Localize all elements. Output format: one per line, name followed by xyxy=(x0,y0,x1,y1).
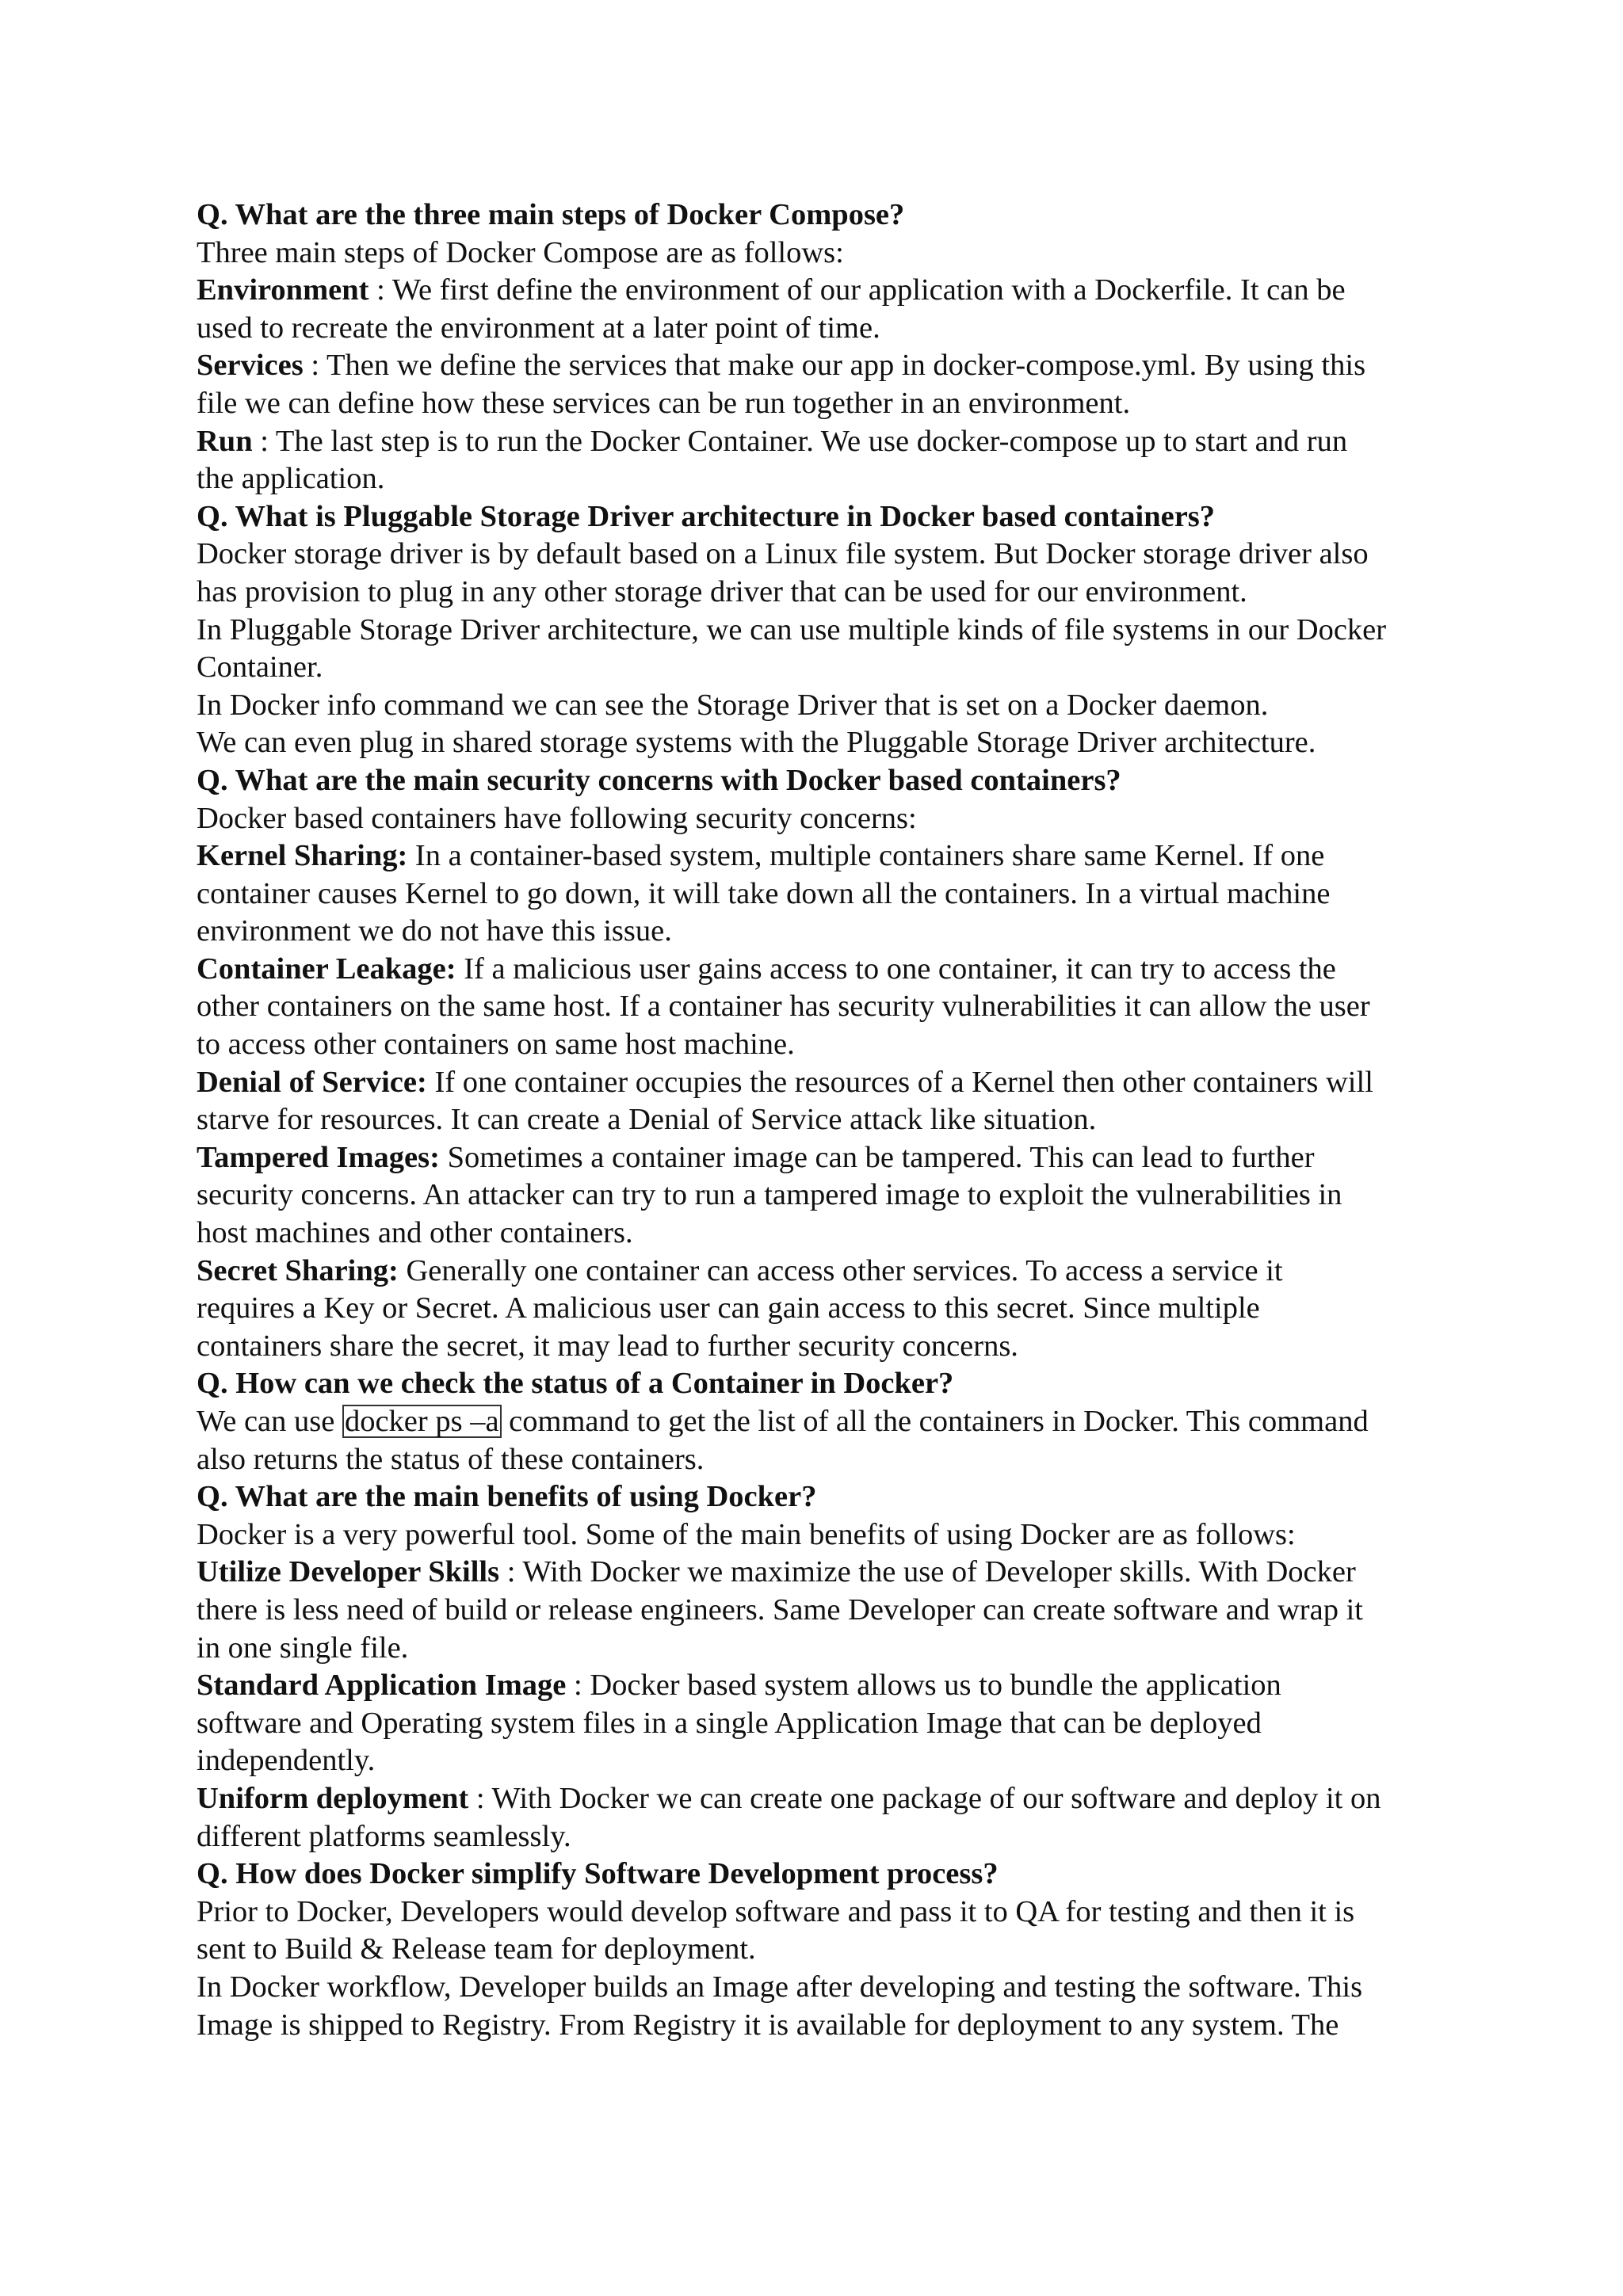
item-first-line xyxy=(197,1667,1496,1705)
question-heading: Q. How can we check the status of a Container in Docker? xyxy=(197,1367,954,1401)
item-text: With Docker we can create one package of our software and deploy it on xyxy=(491,1781,1381,1815)
item-continuation-line: containers share the secret, it may lead to further security concerns. xyxy=(197,1329,1018,1363)
item-continuation-line: to access other containers on same host machine. xyxy=(197,1028,795,1062)
item-text: With Docker we maximize the use of Developer skills. With Docker xyxy=(522,1555,1356,1589)
item-continuation-line: independently. xyxy=(197,1744,376,1778)
item-term: Environment xyxy=(197,273,369,307)
item-continuation-line: file we can define how these services can be run together in an environment. xyxy=(197,386,1131,420)
item-separator: : xyxy=(303,349,327,383)
item-term: Tampered Images: xyxy=(197,1140,440,1174)
paragraph-line: Three main steps of Docker Compose are as follows: xyxy=(197,235,844,269)
item-term: Services xyxy=(197,349,304,383)
item-separator xyxy=(407,839,415,872)
item-text: Sometimes a container image can be tampered. This can lead to further xyxy=(447,1140,1315,1174)
item-separator: : xyxy=(252,424,276,458)
question-heading: Q. What are the three main steps of Docker Compose? xyxy=(197,198,905,231)
item-text: Docker based system allows us to bundle the application xyxy=(590,1669,1281,1703)
item-first-line xyxy=(197,1780,1496,1818)
item-term: Kernel Sharing: xyxy=(197,839,408,873)
item-term: Uniform deployment xyxy=(197,1781,469,1815)
item-text: In a container-based system, multiple containers share same Kernel. If one xyxy=(414,839,1325,873)
item-separator xyxy=(427,1066,435,1099)
item-text: The last step is to run the Docker Container. We use docker-compose up to start and run xyxy=(275,424,1348,458)
question-heading: Q. What are the main security concerns with Docker based containers? xyxy=(197,763,1121,797)
item-term: Run xyxy=(197,424,253,458)
item-separator: : xyxy=(499,1555,523,1589)
item-continuation-line: security concerns. An attacker can try to run a tampered image to exploit the vulnerabilities in xyxy=(197,1178,1342,1212)
item-term: Standard Application Image xyxy=(197,1669,567,1703)
item-first-line xyxy=(197,1139,1496,1177)
item-term: Denial of Service: xyxy=(197,1065,427,1099)
paragraph-line: has provision to plug in any other storage driver that can be used for our environment. xyxy=(197,574,1247,608)
paragraph-line: Prior to Docker, Developers would develop software and pass it to QA for testing and then it is xyxy=(197,1894,1355,1928)
item-separator xyxy=(440,1141,448,1174)
item-text: We first define the environment of our application with a Dockerfile. It can be xyxy=(391,273,1346,307)
item-first-line xyxy=(197,423,1496,461)
item-continuation-line: other containers on the same host. If a container has security vulnerabilities it can allow the user xyxy=(197,990,1370,1024)
item-continuation-line: software and Operating system files in a single Application Image that can be deployed xyxy=(197,1706,1262,1740)
item-text: Generally one container can access other services. To access a service it xyxy=(406,1253,1283,1287)
item-text: Then we define the services that make our app in docker-compose.yml. By using this xyxy=(326,349,1366,383)
item-term: Secret Sharing: xyxy=(197,1253,399,1287)
item-continuation-line: container causes Kernel to go down, it will take down all the containers. In a virtual machine xyxy=(197,876,1331,910)
paragraph-line: also returns the status of these containers. xyxy=(197,1442,705,1476)
paragraph-line: We can even plug in shared storage systems with the Pluggable Storage Driver architecture. xyxy=(197,726,1316,760)
item-text: If one container occupies the resources of a Kernel then other containers will xyxy=(434,1065,1373,1099)
item-term: Container Leakage: xyxy=(197,952,456,986)
item-first-line xyxy=(197,951,1496,989)
item-first-line xyxy=(197,347,1496,385)
question-heading: Q. What is Pluggable Storage Driver architecture in Docker based containers? xyxy=(197,499,1216,533)
item-separator: : xyxy=(566,1669,590,1703)
text-run: command to get the list of all the containers in Docker. This command xyxy=(501,1405,1369,1438)
item-first-line xyxy=(197,1253,1496,1291)
paragraph-line: In Docker info command we can see the Storage Driver that is set on a Docker daemon. xyxy=(197,688,1269,722)
item-first-line xyxy=(197,272,1496,310)
paragraph-line: In Docker workflow, Developer builds an Image after developing and testing the software. This xyxy=(197,1970,1363,2004)
item-first-line xyxy=(197,837,1496,875)
item-continuation-line: environment we do not have this issue. xyxy=(197,914,672,948)
code-command: docker ps –a xyxy=(342,1405,502,1438)
item-continuation-line: used to recreate the environment at a later point of time. xyxy=(197,311,880,345)
paragraph-line: In Pluggable Storage Driver architecture, we can use multiple kinds of file systems in our Docker xyxy=(197,612,1387,646)
item-continuation-line: host machines and other containers. xyxy=(197,1216,633,1250)
paragraph-line: sent to Build & Release team for deployment. xyxy=(197,1932,756,1966)
paragraph-line: Docker is a very powerful tool. Some of the main benefits of using Docker are as follows: xyxy=(197,1517,1296,1551)
item-continuation-line: in one single file. xyxy=(197,1630,409,1665)
paragraph-line xyxy=(197,1403,1496,1441)
paragraph-line: Container. xyxy=(197,650,323,685)
item-first-line xyxy=(197,1064,1496,1102)
item-separator: : xyxy=(468,1781,492,1815)
item-continuation-line: the application. xyxy=(197,462,385,496)
item-separator xyxy=(456,952,464,986)
item-term: Utilize Developer Skills xyxy=(197,1555,500,1589)
item-continuation-line: requires a Key or Secret. A malicious user can gain access to this secret. Since multiple xyxy=(197,1291,1260,1325)
text-run: We can use xyxy=(197,1405,342,1438)
question-heading: Q. What are the main benefits of using Docker? xyxy=(197,1480,817,1514)
question-heading: Q. How does Docker simplify Software Development process? xyxy=(197,1857,999,1891)
item-text: If a malicious user gains access to one container, it can try to access the xyxy=(464,952,1336,986)
item-continuation-line: different platforms seamlessly. xyxy=(197,1819,571,1853)
item-continuation-line: there is less need of build or release engineers. Same Developer can create software and wrap it xyxy=(197,1592,1363,1627)
paragraph-line: Image is shipped to Registry. From Registry it is available for deployment to any system. The xyxy=(197,2008,1339,2042)
paragraph-line: Docker based containers have following security concerns: xyxy=(197,801,917,835)
paragraph-line: Docker storage driver is by default based on a Linux file system. But Docker storage driver also xyxy=(197,537,1369,571)
item-continuation-line: starve for resources. It can create a Denial of Service attack like situation. xyxy=(197,1103,1097,1137)
item-separator: : xyxy=(369,273,392,307)
item-first-line xyxy=(197,1554,1496,1592)
document-body xyxy=(197,196,1496,2044)
